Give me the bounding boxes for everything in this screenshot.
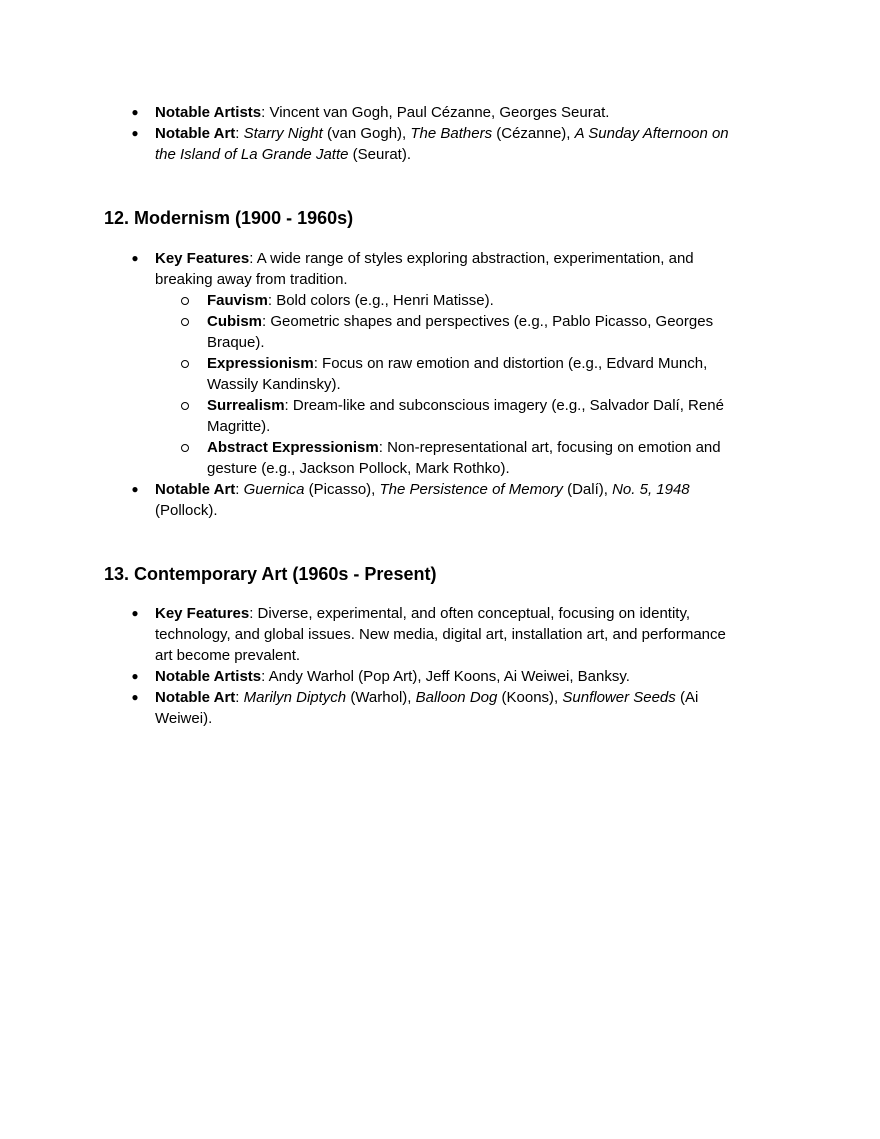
item-label: Notable Artists: [155, 104, 262, 121]
circle-bullet-icon: [181, 402, 189, 410]
item-text: :: [235, 481, 244, 498]
item-label: Key Features: [155, 250, 250, 267]
list-item-key-features-13: [131, 603, 770, 666]
circle-bullet-icon: [181, 360, 189, 368]
item-line: [155, 603, 770, 624]
item-line: [155, 479, 770, 500]
item-text: (Dalí),: [562, 481, 613, 498]
item-label: Key Features: [155, 605, 250, 622]
list-item-notable-artists-13: [131, 666, 770, 687]
artwork-title: Balloon Dog: [415, 689, 498, 706]
item-line: technology, and global issues. New media, digital art, installation art, and performance: [155, 626, 726, 643]
sub-item-expressionism: [207, 353, 767, 395]
item-line: (Pollock).: [155, 502, 218, 519]
item-text: (Picasso),: [304, 481, 380, 498]
item-label: Expressionism: [207, 355, 314, 372]
item-text: : Dream-like and subconscious imagery (e.g., Salvador Dalí, René: [284, 397, 724, 414]
bullet: ●: [131, 126, 139, 140]
artwork-title: The Bathers: [410, 125, 493, 142]
item-line: [155, 123, 770, 144]
circle-bullet-icon: [181, 318, 189, 326]
item-text: : Vincent van Gogh, Paul Cézanne, Georges Seurat.: [261, 104, 610, 121]
circle-bullet-icon: [181, 297, 189, 305]
section-heading-modernism: 12. Modernism (1900 - 1960s): [104, 208, 354, 228]
item-label: Notable Art: [155, 481, 236, 498]
artwork-title: Starry Night: [243, 125, 323, 142]
artwork-title: Guernica: [243, 481, 305, 498]
sub-item-abstract-expressionism: [207, 437, 767, 479]
item-line: [155, 687, 770, 708]
sub-item-fauvism: [207, 290, 767, 311]
item-text: (Seurat).: [348, 146, 411, 163]
item-line: Braque).: [207, 334, 265, 351]
item-line: [207, 353, 767, 374]
item-line: [155, 144, 770, 165]
artwork-title: Sunflower Seeds: [562, 689, 676, 706]
list-item-notable-art-13: [131, 687, 770, 729]
item-text: : Geometric shapes and perspectives (e.g., Pablo Picasso, Georges: [262, 313, 714, 330]
item-text: : Focus on raw emotion and distortion (e.g., Edvard Munch,: [313, 355, 708, 372]
artwork-title: A Sunday Afternoon on: [574, 125, 729, 142]
item-line: [207, 395, 767, 416]
item-line: [207, 437, 767, 458]
item-label: Fauvism: [207, 292, 268, 309]
item-text: : Non-representational art, focusing on emotion and: [378, 439, 721, 456]
bullet: ●: [131, 606, 139, 620]
item-text: (Warhol),: [346, 689, 416, 706]
bullet: ●: [131, 482, 139, 496]
item-line: Magritte).: [207, 418, 271, 435]
circle-bullet-icon: [181, 444, 189, 452]
item-line: breaking away from tradition.: [155, 271, 348, 288]
artwork-title: The Persistence of Memory: [379, 481, 563, 498]
item-label: Notable Artists: [155, 668, 262, 685]
sub-item-surrealism: [207, 395, 767, 437]
item-text: : Bold colors (e.g., Henri Matisse).: [267, 292, 494, 309]
list-item-notable-art-11: [131, 123, 770, 165]
item-text: (Ai: [675, 689, 699, 706]
item-label: Notable Art: [155, 125, 236, 142]
item-line: gesture (e.g., Jackson Pollock, Mark Rothko).: [207, 460, 510, 477]
sub-item-cubism: [207, 311, 767, 353]
list-item-notable-art-12: [131, 479, 770, 521]
bullet: ●: [131, 105, 139, 119]
item-label: Abstract Expressionism: [207, 439, 379, 456]
item-line: Weiwei).: [155, 710, 213, 727]
artwork-title: No. 5, 1948: [612, 481, 690, 498]
item-label: Cubism: [207, 313, 263, 330]
item-text: : Andy Warhol (Pop Art), Jeff Koons, Ai Weiwei, Banksy.: [261, 668, 630, 685]
item-text: :: [235, 689, 244, 706]
item-line: Wassily Kandinsky).: [207, 376, 341, 393]
section-heading-contemporary-art: 13. Contemporary Art (1960s - Present): [104, 564, 437, 584]
item-label: Notable Art: [155, 689, 236, 706]
item-line: [207, 311, 767, 332]
list-item-key-features-12: [131, 248, 770, 290]
item-line: [155, 248, 770, 269]
bullet: ●: [131, 669, 139, 683]
item-text: : Diverse, experimental, and often conceptual, focusing on identity,: [249, 605, 691, 622]
item-line: art become prevalent.: [155, 647, 301, 664]
item-label: Surrealism: [207, 397, 285, 414]
list-item-notable-artists-11: [131, 102, 770, 123]
item-text: : A wide range of styles exploring abstraction, experimentation, and: [249, 250, 694, 267]
artwork-title: Marilyn Diptych: [243, 689, 347, 706]
item-text: (van Gogh),: [322, 125, 411, 142]
item-text: (Cézanne),: [492, 125, 575, 142]
bullet: ●: [131, 251, 139, 265]
artwork-title: the Island of La Grande Jatte: [155, 146, 349, 163]
item-text: :: [235, 125, 244, 142]
item-text: (Koons),: [497, 689, 563, 706]
bullet: ●: [131, 690, 139, 704]
